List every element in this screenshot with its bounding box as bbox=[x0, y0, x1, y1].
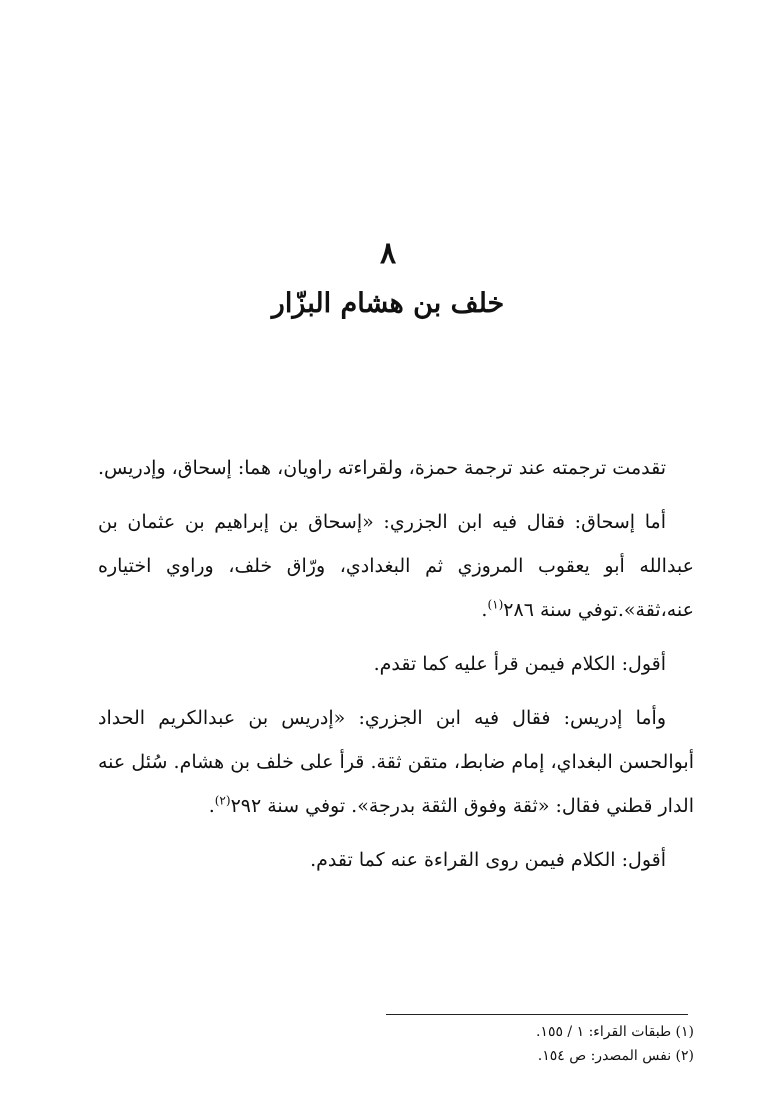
footnote-marker: (١) bbox=[487, 597, 504, 612]
paragraph-end: . bbox=[481, 599, 488, 621]
paragraph-intro bbox=[98, 446, 694, 490]
main-text bbox=[98, 446, 694, 892]
paragraph-comment-idris bbox=[98, 838, 694, 882]
footnote-item: (٢) نفس المصدر: ص ١٥٤. bbox=[537, 1048, 694, 1064]
paragraph-idris bbox=[98, 696, 694, 828]
paragraph-end: . bbox=[208, 795, 215, 817]
footnote-item: (١) طبقات القراء: ١ / ١٥٥. bbox=[535, 1024, 694, 1040]
chapter-title: خلف بن هشام البزّار bbox=[271, 288, 505, 319]
paragraph-text: تقدمت ترجمته عند ترجمة حمزة، ولقراءته راويان، هما: إسحاق، وإدريس. bbox=[97, 457, 666, 479]
paragraph-text: أقول: الكلام فيمن قرأ عليه كما تقدم. bbox=[373, 653, 666, 675]
footnotes bbox=[98, 1020, 694, 1068]
footnote-divider bbox=[386, 1014, 688, 1015]
chapter-number: ٨ bbox=[379, 236, 397, 271]
paragraph-text: أقول: الكلام فيمن روى القراءة عنه كما تقدم. bbox=[310, 849, 666, 871]
footnote-marker: (٢) bbox=[214, 793, 231, 808]
paragraph-ishaq bbox=[98, 500, 694, 632]
paragraph-text: وأما إدريس: فقال فيه ابن الجزري: «إدريس بن عبدالكريم الحداد أبوالحسن البغداي، إمام ضابط، متقن ثقة. قرأ على خلف بن هشام. سُئل عنه الدار قطني فقال: «ثقة وفوق الثقة بدرجة». توفي سنة ٢٩٢ bbox=[98, 707, 694, 817]
paragraph-comment-ishaq bbox=[98, 642, 694, 686]
paragraph-text: أما إسحاق: فقال فيه ابن الجزري: «إسحاق بن إبراهيم بن عثمان بن عبدالله أبو يعقوب المروزي ثم البغدادي، ورّاق خلف، وراوي اختياره عنه،ثقة».توفي سنة ٢٨٦ bbox=[98, 511, 694, 621]
